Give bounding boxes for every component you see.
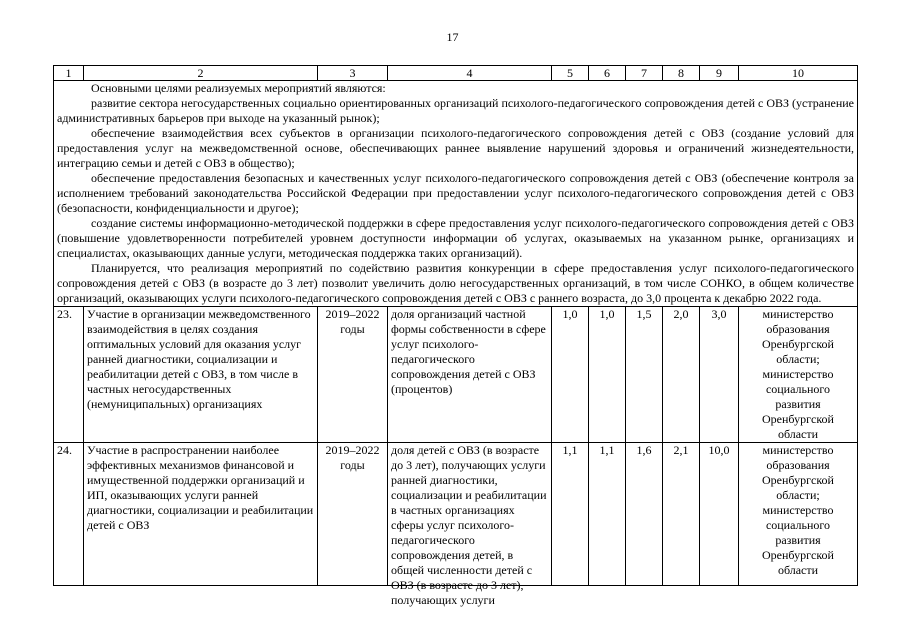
indicator-cell: доля организаций частной формы собственности в сфере услуг психолого-педагогического сопровождения детей с ОВЗ (процентов) <box>388 307 552 443</box>
intro-paragraph: Планируется, что реализация мероприятий по содействию развития конкуренции в сфере предоставления услуг психолого-педагогического сопровождения детей с ОВЗ (в возрасте до 3 лет) позволит увеличить долю негосударственных организаций, в том числе СОНКО, в общем количестве организаций, оказывающих услуги психолого-педагогического сопровождения детей с ОВЗ с раннего возраста, до 3,0 процента к декабрю 2022 года. <box>57 261 854 305</box>
table-row <box>54 443 858 586</box>
measures-table <box>53 65 858 607</box>
indicator-cell <box>388 443 552 607</box>
column-header: 1 <box>54 66 84 81</box>
column-header: 9 <box>700 66 739 81</box>
column-header: 7 <box>626 66 663 81</box>
value-cell: 1,5 <box>626 307 663 443</box>
value-cell: 1,1 <box>552 443 589 586</box>
value-cell: 1,6 <box>626 443 663 586</box>
measure-cell: Участие в организации межведомственного взаимодействия в целях создания оптимальных условий для оказания услуг ранней диагностики, социализации и реабилитации детей с ОВЗ, в том числе в частных негосударственных (немуниципальных) организациях <box>84 307 318 443</box>
responsible-cell: министерство образования Оренбургской области; министерство социального развития Оренбургской области <box>739 443 858 586</box>
value-cell: 1,0 <box>589 307 626 443</box>
column-header: 5 <box>552 66 589 81</box>
intro-paragraph: создание системы информационно-методической поддержки в сфере предоставления услуг психолого-педагогического сопровождения детей с ОВЗ (повышение удовлетворенности потребителей уровнем доступности информации об услугах, оказываемых на указанном рынке, организациях и специалистах, оказывающих данные услуги, методическая поддержка таких организаций). <box>57 216 854 260</box>
period-cell: 2019–2022 годы <box>318 307 388 443</box>
value-cell: 3,0 <box>700 307 739 443</box>
row-number: 24. <box>54 443 84 586</box>
table-row <box>54 307 858 443</box>
column-header: 4 <box>388 66 552 81</box>
column-header: 3 <box>318 66 388 81</box>
column-header: 6 <box>589 66 626 81</box>
responsible-cell: министерство образования Оренбургской области; министерство социального развития Оренбургской области <box>739 307 858 443</box>
column-header: 2 <box>84 66 318 81</box>
intro-paragraph: Основными целями реализуемых мероприятий являются: <box>91 81 386 95</box>
intro-text-cell <box>54 81 858 307</box>
value-cell: 1,1 <box>589 443 626 586</box>
column-header: 10 <box>739 66 858 81</box>
value-cell: 2,1 <box>663 443 700 586</box>
column-header: 8 <box>663 66 700 81</box>
intro-paragraph: развитие сектора негосударственных социально ориентированных организаций психолого-педагогического сопровождения детей с ОВЗ (устранение административных барьеров при выходе на указанный рынок); <box>57 96 854 125</box>
intro-paragraph: обеспечение предоставления безопасных и качественных услуг психолого-педагогического сопровождения детей с ОВЗ (обеспечение контроля за исполнением требований законодательства Российской Федерации при предоставлении услуг психолого-педагогического сопровождения детей с ОВЗ (безопасности, конфиденциальности и другое); <box>57 171 854 215</box>
value-cell: 1,0 <box>552 307 589 443</box>
value-cell: 10,0 <box>700 443 739 586</box>
value-cell: 2,0 <box>663 307 700 443</box>
period-cell: 2019–2022 годы <box>318 443 388 586</box>
row-number: 23. <box>54 307 84 443</box>
intro-paragraph: обеспечение взаимодействия всех субъектов в организации психолого-педагогического сопровождения детей с ОВЗ (создание условий для предоставления услуг на межведомственной основе, обеспечивающих раннее выявление нарушений здоровья и ограничений жизнедеятельности, интеграцию семьи и детей с ОВЗ в общество); <box>57 126 854 170</box>
indicator-text: доля детей с ОВЗ (в возрасте до 3 лет), получающих услуги ранней диагностики, социализации и реабилитации в частных организациях сферы услуг психолого-педагогического сопровождения детей, в общей численности детей с ОВЗ (в возрасте до 3 лет), получающих услуги <box>391 443 547 607</box>
intro-row <box>54 81 858 307</box>
page-number: 17 <box>446 30 459 44</box>
table-header-row <box>54 66 858 81</box>
measure-cell: Участие в распространении наиболее эффективных механизмов финансовой и имущественной поддержки организаций и ИП, оказывающих услуги ранней диагностики, социализации и реабилитации детей с ОВЗ <box>84 443 318 586</box>
